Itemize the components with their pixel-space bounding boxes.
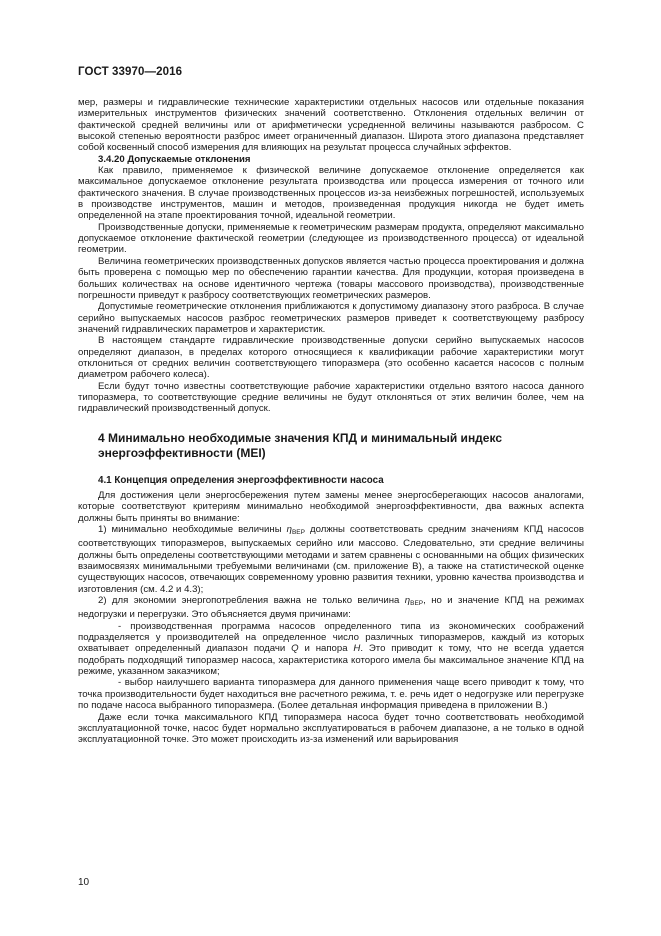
list-item xyxy=(78,524,584,595)
paragraph: В настоящем стандарте гидравлические производственные допуски серийно выпускаемых насосов определяют диапазон, в пределах которого относящиеся к квалификации рабочие характеристики могут отклониться от средних величин соответствующего типоразмера (это особенно касается насосов с полным диаметром рабочего колеса). xyxy=(78,335,584,381)
paragraph: Производственные допуски, применяемые к геометрическим размерам продукта, определяют максимально допускаемое отклонение фактической геометрии (следующее из производственного процесса) от идеальной геометрии. xyxy=(78,221,584,256)
section-heading-4: 4 Минимально необходимые значения КПД и минимальный индекс энергоэффективности (MEI) xyxy=(98,430,502,460)
bep-subscript: BEP xyxy=(410,600,424,608)
list-item-text: 1) минимально необходимые величины xyxy=(98,524,287,535)
paragraph: Как правило, применяемое к физической величине допускаемое отклонение определяется как максимальное допускаемое отклонение результата производства или процесса измерения от точного или фактического значения. В случае производственных процессов из-за неизбежных погрешностей, используемых в производстве инструментов, машин и методов, произведенная продукция никогда не будет иметь определенной на этапе проектирования точной, идеальной геометрии. xyxy=(78,165,584,222)
paragraph: Допустимые геометрические отклонения приближаются к допустимому диапазону этого разброса. В случае серийно выпускаемых насосов разброс геометрических размеров приведет к соответствующему разбросу значений гидравлических параметров и характеристик. xyxy=(78,301,584,335)
paragraph-continuation: мер, размеры и гидравлические технические характеристики отдельных насосов или отдельные показания измерительных инструментов физических значений соответственно. Отклонения отдельных величин от фактической средней величины или от арифметически усредненной величины называются разбросом. С высокой степенью вероятности разброс имеет ограниченный диапазон. Широта этого диапазона представляет собой косвенный способ измерения для влияющих на результат процесса случайных эффектов. xyxy=(78,97,584,154)
paragraph: Величина геометрических производственных допусков является частью процесса проектирования и должна быть проверена с помощью мер по обеспечению гарантии качества. Для продукции, которая произведена в больших количествах на основе идентичного чертежа (товары массового производства), производственные погрешности приведут к разбросу соответствующих геометрических размеров. xyxy=(78,255,584,301)
list-item xyxy=(78,595,584,621)
eta-symbol: η xyxy=(286,524,292,535)
page-header: ГОСТ 33970—2016 xyxy=(78,66,183,78)
dash-item-text: . Это приводит к тому, что не всегда удается подобрать подходящий типоразмер насоса, характеристика которого имела бы максимальное значение КПД на режиме, указанном заказчиком; xyxy=(78,643,584,678)
dash-item xyxy=(78,621,584,678)
paragraph: Если будут точно известны соответствующие рабочие характеристики отдельно взятого насоса данного типоразмера, то соответствующие средние величины не будут отклоняться от этих величин более, чем на гидравлический производственный допуск. xyxy=(78,380,584,415)
dash-item-text: и напора xyxy=(298,643,354,655)
eta-symbol: η xyxy=(404,595,411,607)
bep-subscript: BEP xyxy=(291,529,305,536)
head-symbol: H xyxy=(353,643,361,655)
clause-heading-3-4-20: 3.4.20 Допускаемые отклонения xyxy=(98,153,251,165)
list-item-text: должны соответствовать средним значениям КПД насосов соответствующих типоразмеров, выпускаемых серийно или массово. Следовательно, эти средние величины должны быть определены соответствующими методами и затем сравнены с основанными на общих физических взаимосвязях минимальными требуемыми величинами (см. приложение В), а также на статистической оценке существующих насосов, отвечающих современному уровню развития техники, уровню качества производства и изготовления (см. 4.2 и 4.3); xyxy=(78,524,584,595)
list-item-text: 2) для экономии энергопотребления важна не только величина xyxy=(98,595,405,607)
dash-item: - выбор наилучшего варианта типоразмера для данного применения чаще всего приводит к тому, что точка производительности будет находиться вне расчетного режима, т. е. речь идет о недогрузке или перегрузке по подаче насоса выбранного типоразмера. (Более детальная информация приведена в приложении В.) xyxy=(78,677,584,712)
page-content xyxy=(78,97,584,746)
clause-heading-4-1: 4.1 Концепция определения энергоэффективности насоса xyxy=(98,474,384,486)
dash-item-text: - производственная программа насосов определенного типа из экономических соображений подразделяется у производителей на определенное число различных типоразмеров, каждый из которых охватывает определенный диапазон подачи xyxy=(78,620,584,655)
flow-symbol: Q xyxy=(291,643,299,655)
list-item-text: , но и значение КПД на режимах недогрузки и перегрузки. Это объясняется двумя причинами: xyxy=(78,595,584,621)
page-number: 10 xyxy=(78,877,90,888)
paragraph: Для достижения цели энергосбережения путем замены менее энергосберегающих насосов аналогами, которые соответствуют критериям минимально необходимой энергоэффективности, два важных аспекта должны быть приняты во внимание: xyxy=(78,489,584,524)
paragraph: Даже если точка максимального КПД типоразмера насоса будет точно соответствовать необходимой эксплуатационной точке, насос будет нормально эксплуатироваться в рабочем диапазоне, а не только в одной эксплуатационной точке. Это может происходить из-за изменений или варьирования xyxy=(78,711,584,746)
